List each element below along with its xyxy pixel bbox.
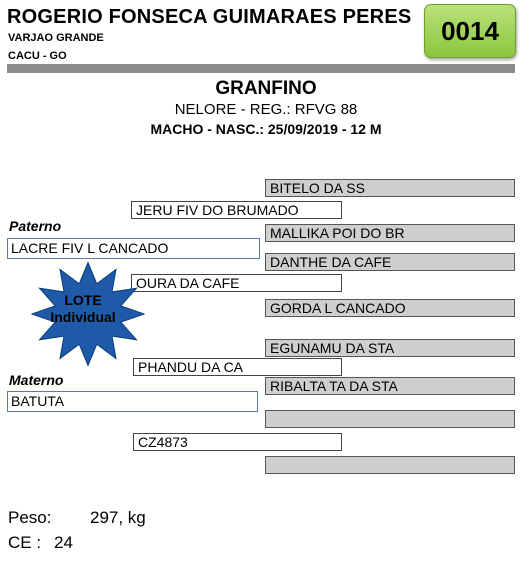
farm-city: CACU - GO	[8, 50, 67, 62]
ggp-4: GORDA L CANCADO	[265, 299, 515, 317]
paterno-label: Paterno	[9, 218, 62, 234]
ggp-6: RIBALTA TA DA STA	[265, 377, 515, 395]
ggp-3: DANTHE DA CAFE	[265, 253, 515, 271]
lote-badge-line2: Individual	[50, 309, 116, 325]
dam-sire: PHANDU DA CA	[133, 358, 342, 376]
peso-value: 297, kg	[90, 508, 146, 527]
materno-label: Materno	[9, 372, 64, 388]
animal-sex-birth: MACHO - NASC.: 25/09/2019 - 12 M	[150, 121, 382, 137]
lote-badge-text	[24, 292, 142, 326]
farm-name: VARJAO GRANDE	[8, 32, 104, 44]
ggp-2: MALLIKA POI DO BR	[265, 224, 515, 242]
dam-field: BATUTA	[7, 391, 258, 412]
lote-badge-line1: LOTE	[64, 292, 102, 308]
header-divider	[7, 64, 515, 73]
ggp-5: EGUNAMU DA STA	[265, 339, 515, 357]
ggp-1: BITELO DA SS	[265, 179, 515, 197]
animal-breed-registration: NELORE - REG.: RFVG 88	[174, 101, 358, 118]
lot-number: 0014	[441, 15, 499, 46]
ggp-7	[265, 410, 515, 428]
ce-label: CE :	[8, 533, 42, 552]
sire-sire: JERU FIV DO BRUMADO	[131, 201, 342, 219]
dam-dam: CZ4873	[133, 433, 342, 451]
ggp-8	[265, 456, 515, 474]
peso-label: Peso:	[8, 508, 52, 527]
sire-field: LACRE FIV L CANCADO	[7, 238, 260, 259]
sire-dam: OURA DA CAFE	[131, 274, 342, 292]
animal-name: GRANFINO	[215, 78, 317, 99]
lot-number-badge	[424, 4, 516, 58]
ce-value: 24	[54, 533, 73, 552]
owner-name: ROGERIO FONSECA GUIMARAES PERES	[7, 6, 412, 28]
